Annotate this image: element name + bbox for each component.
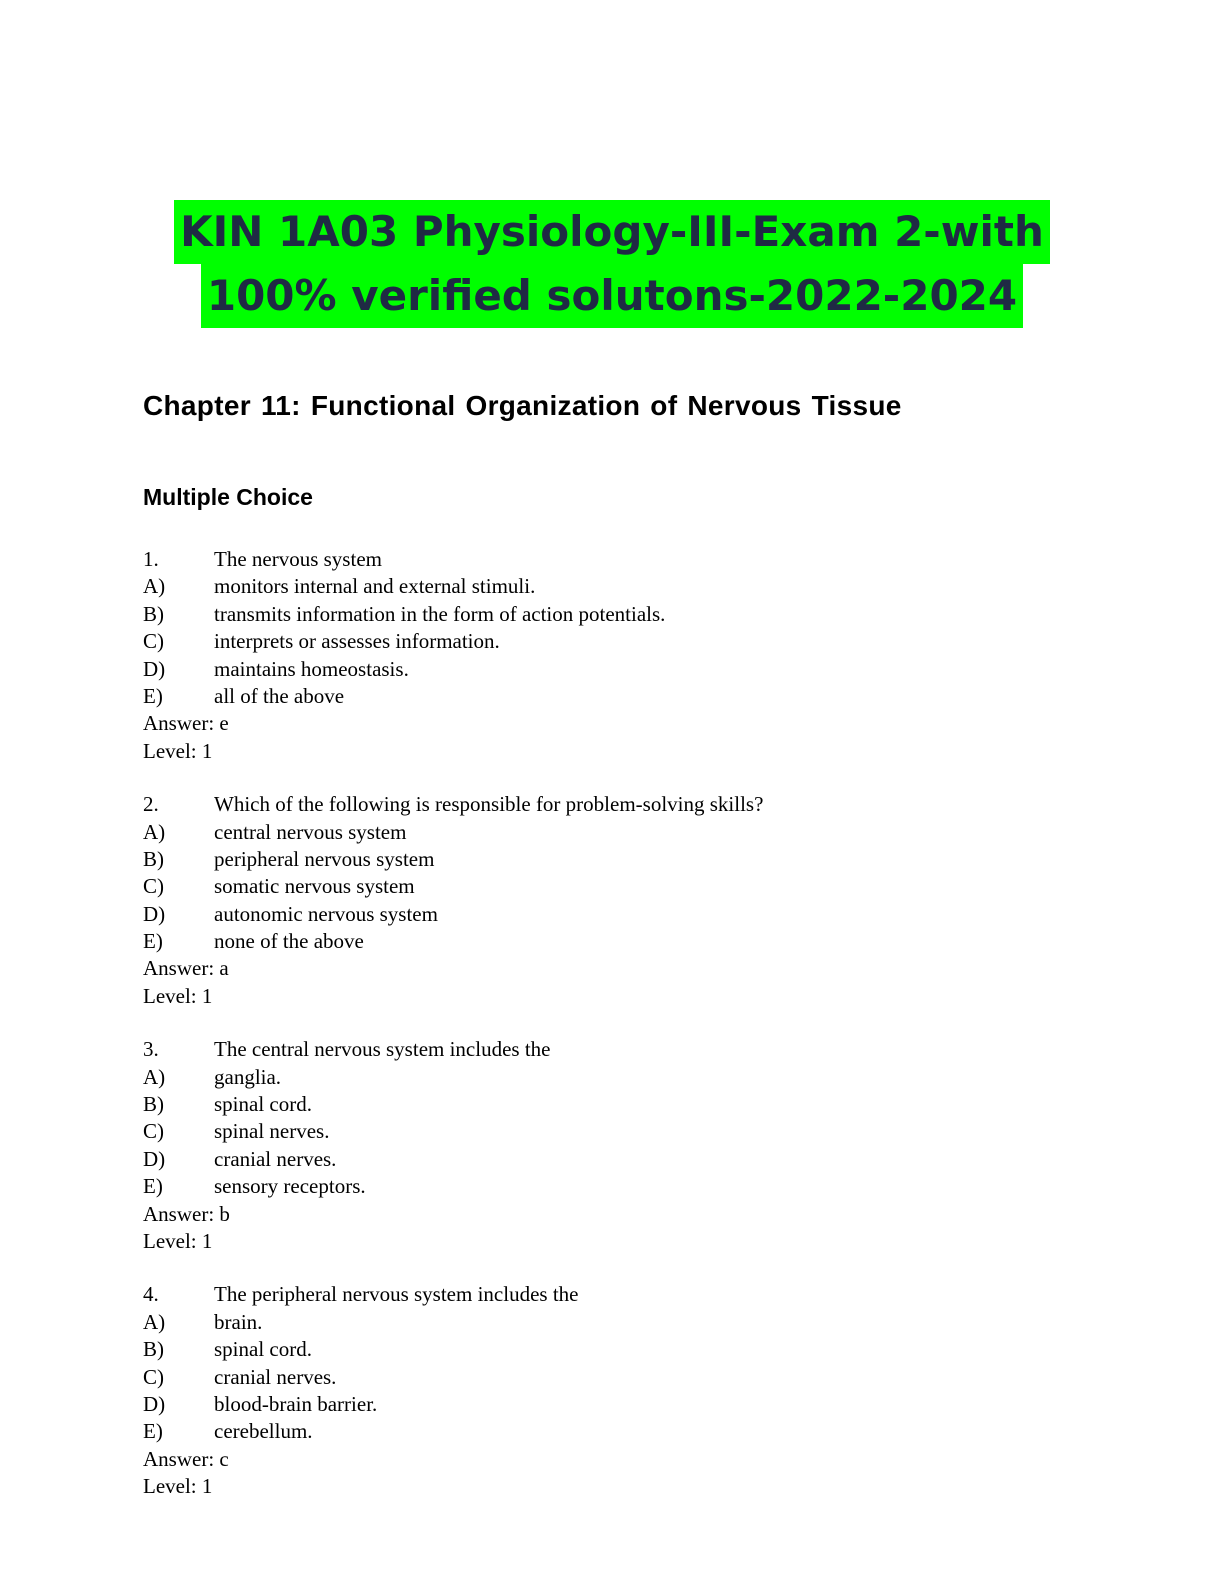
question-number: 2. <box>143 792 159 817</box>
level: Level: 1 <box>143 1474 213 1499</box>
question-3 <box>143 1036 1123 1255</box>
option-text: blood-brain barrier. <box>214 1391 378 1416</box>
option-text: interprets or assesses information. <box>214 629 500 654</box>
question-stem <box>143 546 1123 573</box>
option-c <box>143 873 1123 900</box>
level: Level: 1 <box>143 1228 213 1253</box>
option-c <box>143 1364 1123 1391</box>
option-label: D) <box>143 656 166 681</box>
question-2 <box>143 791 1123 1010</box>
option-label: E) <box>143 929 163 954</box>
option-b <box>143 1336 1123 1363</box>
option-label: A) <box>143 1309 166 1334</box>
option-label: C) <box>143 1119 164 1144</box>
question-number: 3. <box>143 1037 159 1062</box>
option-d <box>143 901 1123 928</box>
option-text: spinal cord. <box>214 1092 312 1117</box>
option-b <box>143 1091 1123 1118</box>
title-line-2: 100% verified solutons-2022-2024 <box>201 264 1023 328</box>
question-stem <box>143 1036 1123 1063</box>
option-text: transmits information in the form of action potentials. <box>214 601 666 626</box>
option-text: cerebellum. <box>214 1419 313 1444</box>
option-b <box>143 601 1123 628</box>
option-text: peripheral nervous system <box>214 846 435 871</box>
option-label: D) <box>143 1146 166 1171</box>
option-e <box>143 928 1123 955</box>
option-text: cranial nerves. <box>214 1146 337 1171</box>
title-line-1: KIN 1A03 Physiology-III-Exam 2-with <box>174 200 1050 264</box>
option-label: A) <box>143 819 166 844</box>
option-a <box>143 1309 1123 1336</box>
question-4 <box>143 1281 1123 1500</box>
option-label: D) <box>143 1391 166 1416</box>
option-d <box>143 1391 1123 1418</box>
option-text: cranial nerves. <box>214 1364 337 1389</box>
answer: Answer: c <box>143 1446 229 1471</box>
option-text: spinal cord. <box>214 1337 312 1362</box>
option-d <box>143 656 1123 683</box>
option-label: B) <box>143 1092 164 1117</box>
option-text: ganglia. <box>214 1064 282 1089</box>
option-text: central nervous system <box>214 819 407 844</box>
option-text: none of the above <box>214 929 364 954</box>
question-number: 4. <box>143 1282 159 1307</box>
option-label: E) <box>143 683 163 708</box>
option-label: C) <box>143 629 164 654</box>
option-text: autonomic nervous system <box>214 901 438 926</box>
option-label: C) <box>143 874 164 899</box>
option-d <box>143 1146 1123 1173</box>
question-1 <box>143 546 1123 765</box>
option-label: A) <box>143 574 166 599</box>
answer: Answer: e <box>143 711 229 736</box>
question-stem <box>143 791 1123 818</box>
chapter-heading: Chapter 11: Functional Organization of Nervous Tissue <box>143 390 902 421</box>
question-text: The central nervous system includes the <box>214 1037 551 1062</box>
question-list <box>143 546 1123 1527</box>
option-e <box>143 1418 1123 1445</box>
option-c <box>143 1118 1123 1145</box>
option-label: B) <box>143 1337 164 1362</box>
option-label: E) <box>143 1419 163 1444</box>
option-e <box>143 1173 1123 1200</box>
option-text: sensory receptors. <box>214 1174 366 1199</box>
option-text: spinal nerves. <box>214 1119 330 1144</box>
option-text: somatic nervous system <box>214 874 415 899</box>
option-text: all of the above <box>214 683 345 708</box>
option-label: B) <box>143 846 164 871</box>
option-label: A) <box>143 1064 166 1089</box>
document-title <box>0 200 1224 328</box>
answer: Answer: b <box>143 1201 230 1226</box>
option-label: D) <box>143 901 166 926</box>
question-text: The peripheral nervous system includes the <box>214 1282 579 1307</box>
level: Level: 1 <box>143 983 213 1008</box>
option-c <box>143 628 1123 655</box>
section-heading: Multiple Choice <box>143 484 313 510</box>
option-a <box>143 819 1123 846</box>
question-text: Which of the following is responsible for problem-solving skills? <box>214 792 764 817</box>
option-a <box>143 1064 1123 1091</box>
level: Level: 1 <box>143 738 213 763</box>
question-text: The nervous system <box>214 547 382 571</box>
option-label: B) <box>143 601 164 626</box>
option-b <box>143 846 1123 873</box>
question-stem <box>143 1281 1123 1308</box>
option-a <box>143 573 1123 600</box>
option-text: brain. <box>214 1309 263 1334</box>
option-text: monitors internal and external stimuli. <box>214 574 536 599</box>
option-e <box>143 683 1123 710</box>
question-number: 1. <box>143 547 159 571</box>
option-text: maintains homeostasis. <box>214 656 409 681</box>
option-label: C) <box>143 1364 164 1389</box>
option-label: E) <box>143 1174 163 1199</box>
answer: Answer: a <box>143 956 229 981</box>
